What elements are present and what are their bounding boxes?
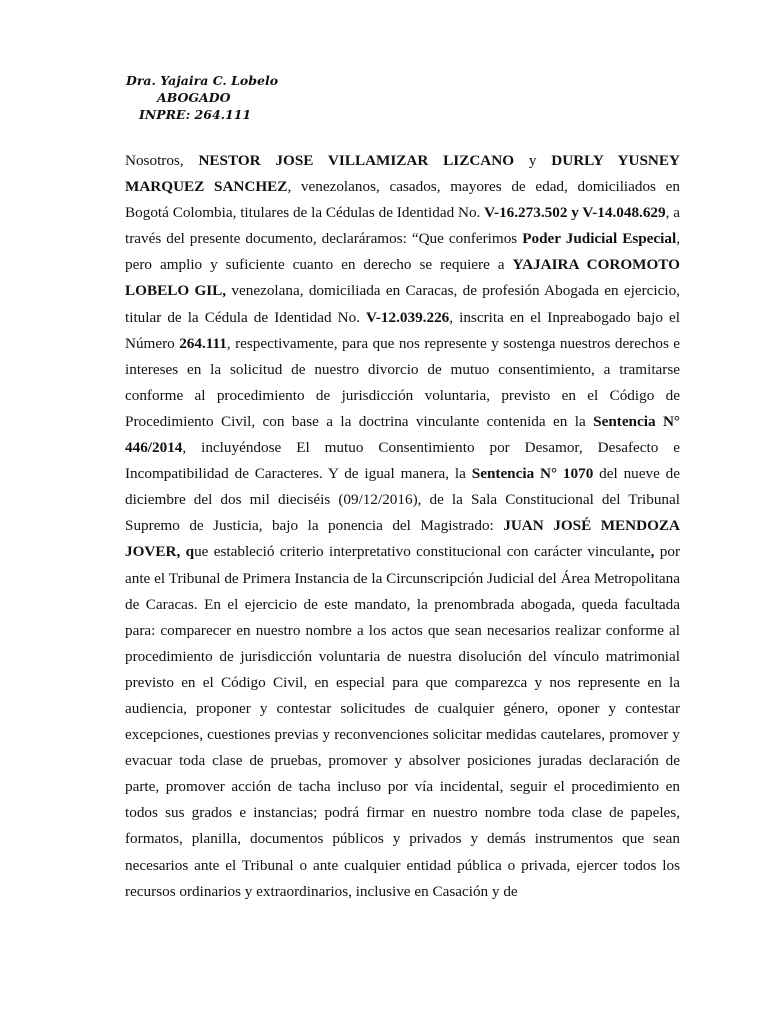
bold-text-segment: , (650, 543, 655, 561)
text-segment: venezolana, domiciliada en Caracas, de profesión Abogada en ejercicio, titular de la Cédula de Identidad No. (125, 282, 680, 326)
text-segment: ue estableció criterio interpretativo constitucional con carácter vinculante (194, 543, 651, 561)
power-of-attorney-paragraph (125, 148, 680, 905)
text-segment: del nueve de diciembre del dos mil dieciséis (09/12/2016), de la Sala Constitucional del Tribunal Supremo de Justicia, bajo la ponencia del Magistrado: (125, 465, 681, 535)
letterhead (126, 72, 278, 123)
text-segment: y (514, 152, 552, 169)
text-segment: , pero amplio y suficiente cuanto en derecho se requiere a (125, 230, 680, 274)
attorney-inpre-number: INPRE: 264.111 (139, 107, 252, 122)
bold-text-segment: Sentencia N° 446/2014 (125, 412, 680, 457)
text-segment: , venezolanos, casados, mayores de edad, domiciliados en Bogotá Colombia, titulares de la Cédulas de Identidad No. (125, 178, 680, 222)
attorney-title: ABOGADO (157, 90, 231, 105)
bold-text-segment: V-12.039.226 (366, 308, 450, 326)
text-segment: , a través del presente documento, declaráramos: “Que conferimos (125, 204, 680, 248)
attorney-name: Dra. Yajaira C. Lobelo (126, 73, 279, 88)
bold-text-segment: V-16.273.502 y V-14.048.629 (484, 204, 666, 222)
text-segment: , inscrita en el Inpreabogado bajo el Número (125, 308, 680, 352)
bold-text-segment: DURLY YUSNEY MARQUEZ SANCHEZ (125, 152, 680, 196)
bold-text-segment: Poder Judicial Especial (522, 230, 677, 248)
bold-text-segment: JUAN JOSÉ MENDOZA JOVER, q (125, 517, 681, 561)
text-segment: , incluyéndose El mutuo Consentimiento por Desamor, Desafecto e Incompatibilidad de Caracteres. Y de igual manera, la (125, 439, 680, 483)
text-segment: Nosotros, (125, 152, 199, 169)
bold-text-segment: NESTOR JOSE VILLAMIZAR LIZCANO (198, 152, 515, 169)
bold-text-segment: 264.111 (179, 334, 227, 352)
text-segment: por ante el Tribunal de Primera Instancia de la Circunscripción Judicial del Área Metropolitana de Caracas. En el ejercicio de este mandato, la prenombrada abogada, queda facultada para: comparecer en nuestro nombre a los actos que sean necesarios realizar conforme al procedimiento de jurisdicción voluntaria de nuestra disolución del vínculo matrimonial previsto en el Código Civil, en especial para que comparezca y nos represente en la audiencia, proponer y contestar solicitudes de cualquier género, oponer y contestar excepciones, cuestiones previas y reconvenciones solicitar medidas cautelares, promover y evacuar toda clase de pruebas, promover y absolver posiciones juradas declaración de parte, promover acción de tacha incluso por vía incidental, seguir el procedimiento en todos sus grados e instancias; podrá firmar en nuestro nombre toda clase de papeles, formatos, planilla, documentos públicos y privados y demás instrumentos que sean necesarios ante el Tribunal o ante cualquier entidad pública o privada, ejercer todos los recursos ordinarios y extraordinarios, inclusive en Casación y de (125, 543, 680, 900)
text-segment: , respectivamente, para que nos represente y sostenga nuestros derechos e intereses en la solicitud de nuestro divorcio de mutuo consentimiento, a tramitarse conforme al procedimiento de jurisdicción voluntaria, previsto en el Código de Procedimiento Civil, con base a la doctrina vinculante contenida en la (125, 334, 680, 430)
bold-text-segment: Sentencia N° 1070 (471, 465, 594, 483)
bold-text-segment: YAJAIRA COROMOTO LOBELO GIL, (125, 256, 680, 300)
